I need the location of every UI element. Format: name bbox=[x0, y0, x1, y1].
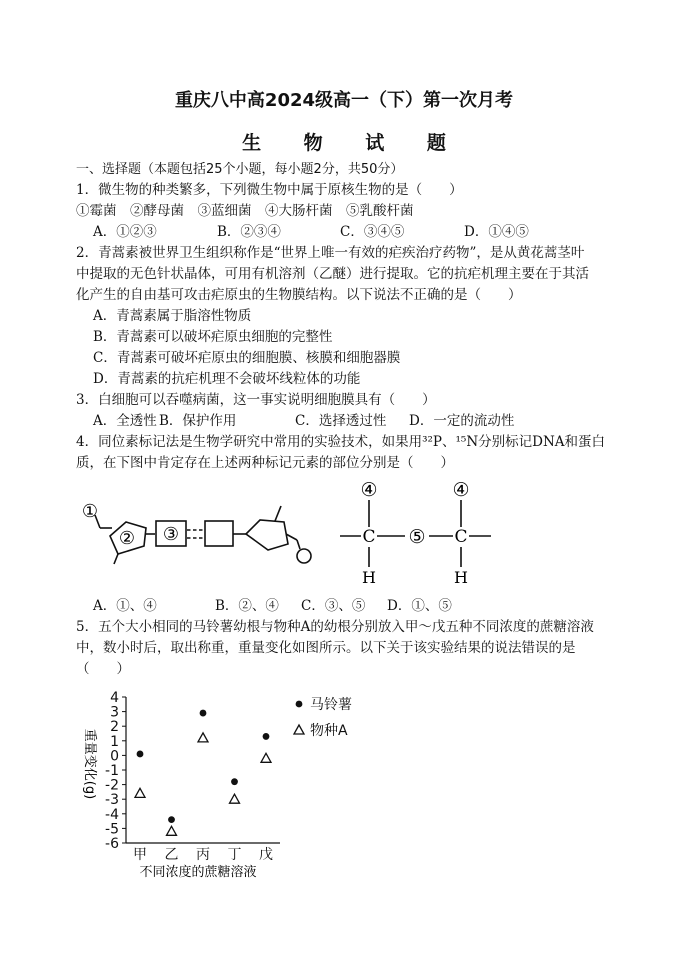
q5-stem-line-2: 中，数小时后，取出称重，重量变化如图所示。以下关于该实验结果的说法错误的是 bbox=[76, 640, 576, 656]
q4-stem-line-1: 4．同位素标记法是生物学研究中常用的实验技术，如果用³²P、¹⁵N分别标记DNA和蛋白 bbox=[76, 434, 606, 450]
subject-title: 生 物 试 题 bbox=[242, 132, 464, 154]
q4-options bbox=[93, 596, 452, 616]
species-a-point bbox=[167, 826, 177, 835]
q1-option-b: B．②③④ bbox=[217, 224, 281, 240]
hydrogen-right-label: H bbox=[454, 568, 468, 587]
legend-label-species-a: 物种A bbox=[310, 723, 348, 739]
chart-y-axis-label: 重量变化(g) bbox=[82, 728, 97, 800]
section-heading: 一、选择题（本题包括25个小题，每小题2分，共50分） bbox=[76, 162, 404, 177]
chart-x-tick-label: 乙 bbox=[164, 847, 179, 863]
peptide-diagram bbox=[335, 476, 505, 591]
q4-stem-line-2: 质，在下图中肯定存在上述两种标记元素的部位分别是（ ） bbox=[76, 455, 454, 471]
marker-4-right-label: ④ bbox=[452, 479, 470, 501]
q2-option-d: D．青蒿素的抗疟机理不会破坏线粒体的功能 bbox=[93, 371, 361, 387]
q2-stem-line-3: 化产生的自由基可攻击疟原虫的生物膜结构。以下说法不正确的是（ ） bbox=[76, 287, 522, 303]
chart-y-tick-label: -3 bbox=[105, 792, 119, 809]
potato-point bbox=[231, 778, 238, 785]
q1-items: ①霉菌 ②酵母菌 ③蓝细菌 ④大肠杆菌 ⑤乳酸杆菌 bbox=[76, 203, 414, 219]
chart-y-tick-label: 4 bbox=[110, 690, 119, 706]
chart-y-tick-label: -1 bbox=[105, 763, 119, 779]
q4-option-a: A．①、④ bbox=[93, 598, 157, 614]
legend-marker-potato bbox=[296, 701, 303, 708]
q4-option-c: C．③、⑤ bbox=[301, 598, 366, 614]
q4-option-b: B．②、④ bbox=[215, 598, 279, 614]
carbon-left-label: C bbox=[362, 527, 376, 547]
exam-title: 重庆八中高2024级高一（下）第一次月考 bbox=[174, 90, 514, 111]
q1-options bbox=[93, 222, 529, 242]
q1-option-a: A．①②③ bbox=[93, 224, 157, 240]
chart-x-tick-label: 丁 bbox=[227, 847, 242, 863]
chart-y-tick-label: 3 bbox=[110, 704, 119, 721]
chart-y-tick-label: 0 bbox=[110, 748, 119, 765]
q3-option-b: B．保护作用 bbox=[159, 413, 237, 429]
chart-x-axis-label: 不同浓度的蔗糖溶液 bbox=[139, 865, 257, 880]
chart-y-tick-label: 2 bbox=[110, 719, 119, 736]
nucleotide-diagram bbox=[70, 492, 320, 592]
potato-point bbox=[137, 751, 144, 758]
q2-stem-line-1: 2．青蒿素被世界卫生组织称作是“世界上唯一有效的疟疾治疗药物”，是从黄花蒿茎叶 bbox=[76, 245, 585, 261]
q5-stem-line-1: 5．五个大小相同的马铃薯幼根与物种A的幼根分别放入甲～戊五种不同浓度的蔗糖溶液 bbox=[76, 619, 594, 635]
chart-x-tick-label: 戊 bbox=[259, 847, 273, 863]
q3-stem: 3．白细胞可以吞噬病菌，这一事实说明细胞膜具有（ ） bbox=[76, 392, 436, 408]
potato-point bbox=[263, 733, 270, 740]
chart-y-tick-label: 1 bbox=[110, 733, 119, 750]
marker-3-label: ③ bbox=[162, 524, 180, 545]
q5-stem-line-3: （ ） bbox=[76, 661, 130, 677]
species-a-point bbox=[198, 733, 208, 742]
q2-option-b: B．青蒿素可以破坏疟原虫细胞的完整性 bbox=[93, 329, 333, 345]
q3-options bbox=[93, 411, 514, 431]
potato-point bbox=[168, 816, 175, 823]
q2-stem-line-2: 中提取的无色针状晶体，可用有机溶剂（乙醚）进行提取。它的抗疟机理主要在于其活 bbox=[76, 266, 589, 282]
chart-y-tick-label: -5 bbox=[105, 821, 119, 838]
chart-y-tick-label: -2 bbox=[105, 777, 119, 794]
weight-change-chart bbox=[70, 680, 370, 885]
chart-x-tick-label: 甲 bbox=[133, 847, 147, 863]
species-a-point bbox=[261, 753, 271, 762]
species-a-point bbox=[230, 794, 240, 803]
marker-2-label: ② bbox=[118, 528, 136, 549]
legend-label-potato: 马铃薯 bbox=[310, 697, 352, 713]
marker-5-label: ⑤ bbox=[408, 526, 426, 548]
q3-option-c: C．选择透过性 bbox=[295, 413, 387, 429]
q1-option-d: D．①④⑤ bbox=[464, 224, 529, 240]
hydrogen-left-label: H bbox=[362, 568, 376, 587]
carbon-right-label: C bbox=[454, 527, 468, 547]
q2-option-c: C．青蒿素可破坏疟原虫的细胞膜、核膜和细胞器膜 bbox=[93, 350, 401, 366]
q1-stem: 1．微生物的种类繁多，下列微生物中属于原核生物的是（ ） bbox=[76, 182, 463, 198]
marker-1-label: ① bbox=[81, 501, 99, 522]
chart-y-tick-label: -4 bbox=[105, 806, 119, 823]
marker-4-left-label: ④ bbox=[360, 479, 378, 501]
potato-point bbox=[200, 710, 207, 717]
q3-option-d: D．一定的流动性 bbox=[409, 413, 515, 429]
chart-y-tick-label: -6 bbox=[105, 836, 119, 852]
q4-option-d: D．①、⑤ bbox=[387, 598, 452, 614]
q2-option-a: A．青蒿素属于脂溶性物质 bbox=[93, 308, 252, 324]
chart-x-tick-label: 丙 bbox=[196, 847, 210, 863]
species-a-point bbox=[135, 788, 145, 797]
legend-marker-species-a bbox=[294, 725, 304, 734]
q1-option-c: C．③④⑤ bbox=[340, 224, 405, 240]
q3-option-a: A．全透性 bbox=[93, 413, 157, 429]
